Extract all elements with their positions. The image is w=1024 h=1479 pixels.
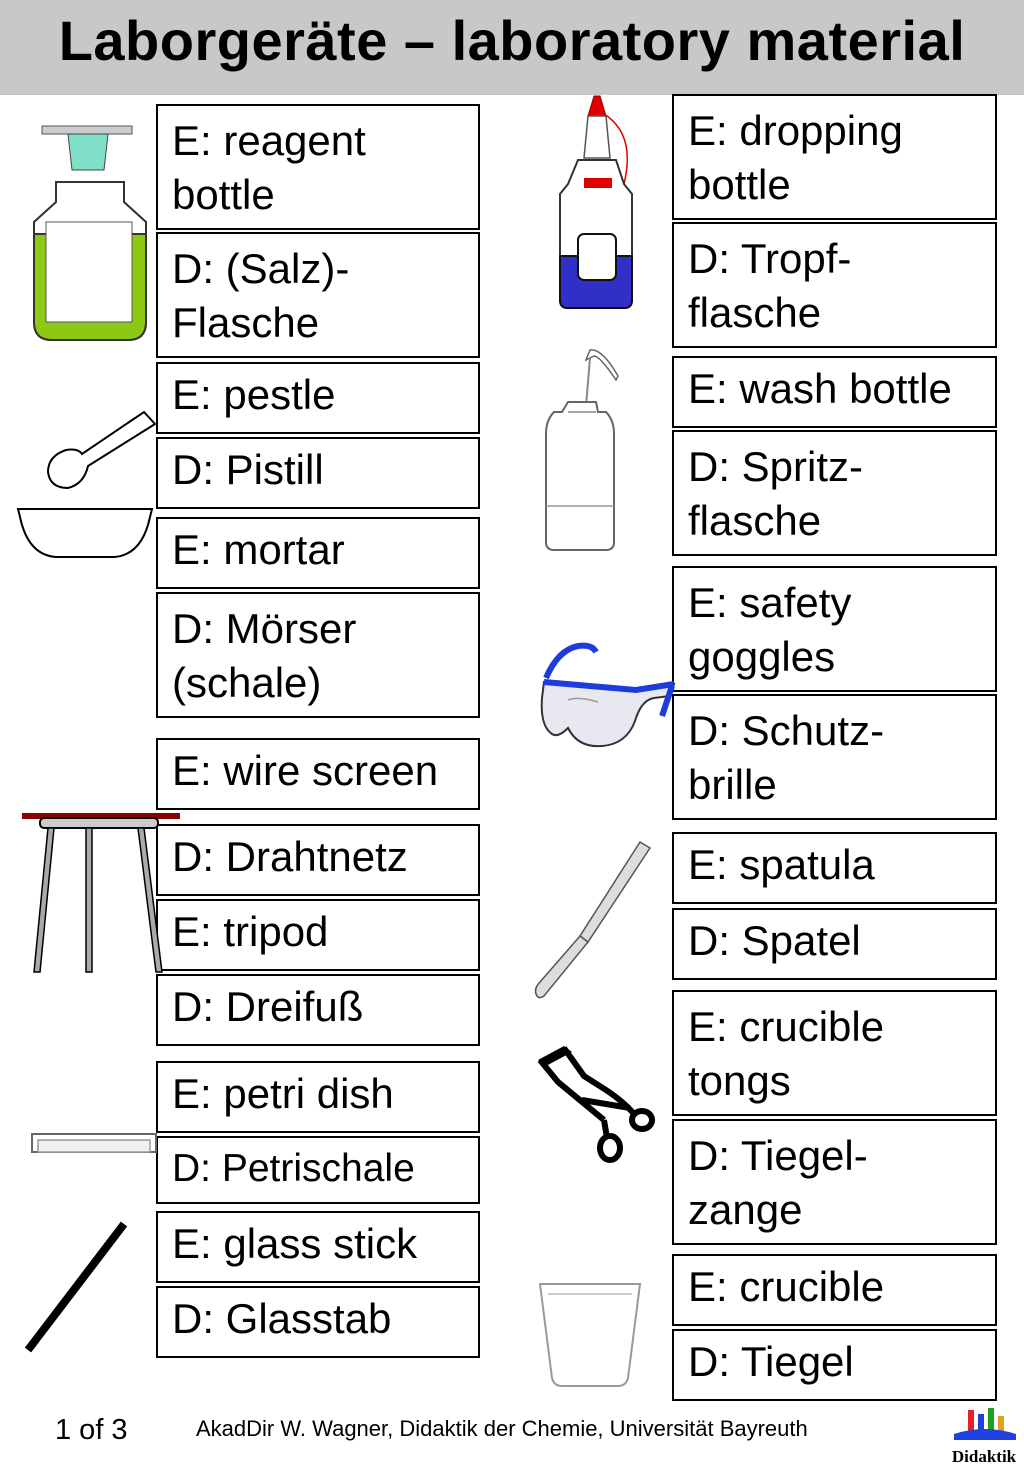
label-glass-stick-de [156, 1286, 480, 1358]
label-line: E: mortar [172, 526, 345, 573]
label-line: flasche [688, 289, 822, 336]
label-reagent-bottle-de [156, 232, 480, 358]
label-line: bottle [688, 161, 791, 208]
label-mortar-de [156, 592, 480, 718]
label-line: tongs [688, 1057, 791, 1104]
label-spatula-de [672, 908, 997, 980]
label-wash-bottle-en [672, 356, 997, 428]
crucible-icon [534, 1278, 646, 1392]
wash-bottle-icon [542, 346, 622, 556]
label-line: brille [688, 761, 777, 808]
label-line: E: petri dish [172, 1070, 394, 1117]
label-line: E: tripod [172, 908, 329, 955]
spatula-icon [530, 838, 654, 1002]
label-line: D: Drahtnetz [172, 833, 408, 880]
page-number: 1 of 3 [55, 1414, 128, 1446]
label-line: D: Schutz- [688, 707, 885, 754]
glass-stick-icon [20, 1218, 132, 1358]
label-line: D: Mörser [172, 605, 357, 652]
label-line: D: Spritz- [688, 443, 864, 490]
label-wire-screen-de [156, 824, 480, 896]
label-dropping-bottle-en [672, 94, 997, 220]
logo-text: Didaktik [951, 1447, 1017, 1466]
label-tripod-de [156, 974, 480, 1046]
label-line: D: Tiegel [688, 1338, 854, 1385]
label-tripod-en [156, 899, 480, 971]
label-line: (schale) [172, 659, 322, 706]
label-glass-stick-en [156, 1211, 480, 1283]
label-dropping-bottle-de [672, 222, 997, 348]
label-line: E: dropping [688, 107, 903, 154]
label-crucible-tongs-en [672, 990, 997, 1116]
label-wire-screen-en [156, 738, 480, 810]
label-petri-dish-de [156, 1136, 480, 1204]
label-wash-bottle-de [672, 430, 997, 556]
label-line: E: spatula [688, 841, 875, 888]
label-line: flasche [688, 497, 822, 544]
label-line: D: Spatel [688, 917, 861, 964]
label-line: D: Glasstab [172, 1295, 392, 1342]
label-safety-goggles-en [672, 566, 997, 692]
label-mortar-en [156, 517, 480, 589]
label-spatula-en [672, 832, 997, 904]
label-pestle-de [156, 437, 480, 509]
label-line: goggles [688, 633, 836, 680]
label-line: D: Dreifuß [172, 983, 364, 1030]
label-reagent-bottle-en [156, 104, 480, 230]
label-line: E: wash bottle [688, 365, 952, 412]
label-safety-goggles-de [672, 694, 997, 820]
label-line: E: reagent [172, 117, 366, 164]
label-line: E: wire screen [172, 747, 439, 794]
label-line: E: glass stick [172, 1220, 418, 1267]
didaktik-logo [950, 1408, 1020, 1468]
reagent-bottle-icon [28, 122, 152, 347]
label-crucible-tongs-de [672, 1119, 997, 1245]
page-title: Laborgeräte – laboratory material [58, 9, 966, 72]
label-line: zange [688, 1186, 803, 1233]
label-line: E: crucible [688, 1263, 885, 1310]
label-line: D: Pistill [172, 446, 324, 493]
label-line: E: crucible [688, 1003, 885, 1050]
label-line: D: Tropf- [688, 235, 852, 282]
label-line: bottle [172, 171, 275, 218]
mortar-icon [14, 503, 156, 561]
label-line: E: safety [688, 579, 852, 626]
petri-dish-icon [28, 1128, 160, 1158]
footer-credit: AkadDir W. Wagner, Didaktik der Chemie, Universität Bayreuth [196, 1416, 808, 1441]
dropping-bottle-icon [548, 94, 644, 312]
crucible-tongs-icon [534, 1040, 656, 1164]
tripod-icon [30, 816, 170, 976]
label-line: D: Tiegel- [688, 1132, 868, 1179]
label-line: Flasche [172, 299, 320, 346]
label-crucible-de [672, 1329, 997, 1401]
label-crucible-en [672, 1254, 997, 1326]
label-line: D: (Salz)- [172, 245, 350, 292]
safety-goggles-icon [538, 638, 678, 750]
label-line: E: pestle [172, 371, 336, 418]
label-line: D: Petrischale [172, 1147, 415, 1190]
label-pestle-en [156, 362, 480, 434]
label-petri-dish-en [156, 1061, 480, 1133]
pestle-icon [44, 408, 159, 496]
